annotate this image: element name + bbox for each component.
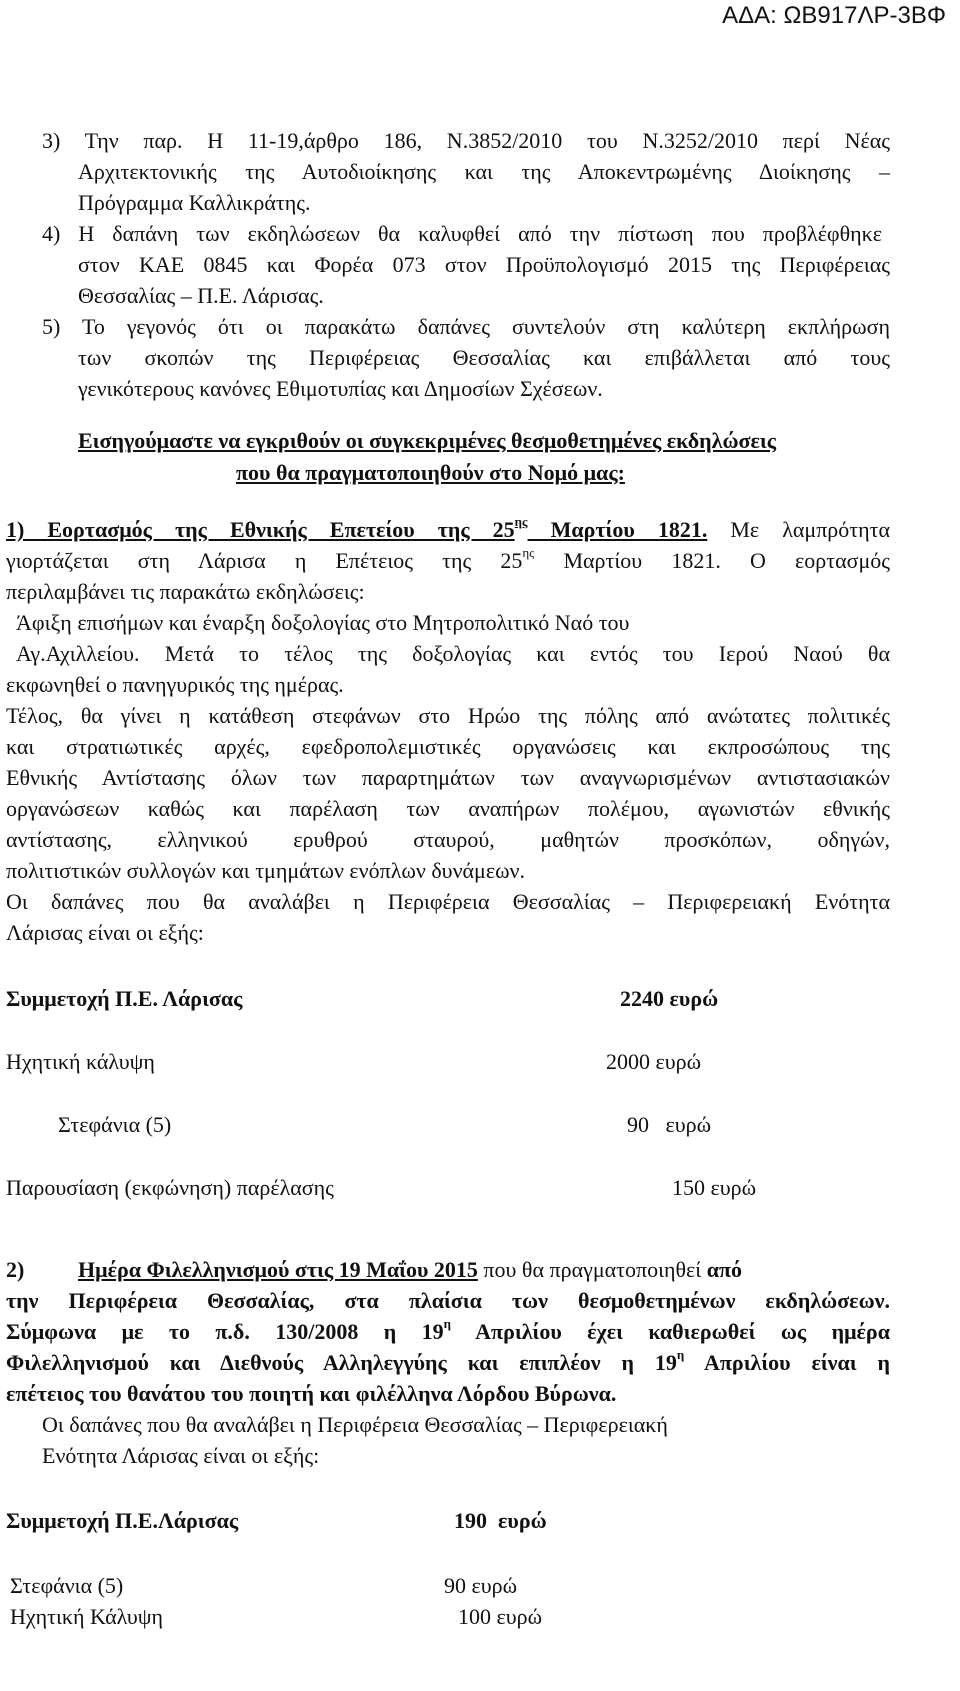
event2-line2: την Περιφέρεια Θεσσαλίας, στα πλαίσια των θεσμοθετημένων εκδηλώσεων. xyxy=(6,1288,890,1313)
event1-cost3-value: 150 ευρώ xyxy=(672,1175,757,1200)
event1-cost2-value: 90 ευρώ xyxy=(627,1112,712,1137)
event1-total-value: 2240 ευρώ xyxy=(620,986,719,1011)
event1-line6: εκφωνηθεί ο πανηγυρικός της ημέρας. xyxy=(6,672,344,697)
event1-line2-sup: ης xyxy=(522,544,535,560)
item5-line1: 5) Το γεγονός ότι οι παρακάτω δαπάνες συντελούν στη καλύτερη εκπλήρωση xyxy=(42,314,890,339)
event1-line3: περιλαμβάνει τις παρακάτω εκδηλώσεις: xyxy=(6,579,365,604)
event1-line5: Αγ.Αχιλλείου. Μετά το τέλος της δοξολογίας και εντός του Ιερού Ναού θα xyxy=(16,641,890,666)
heading-line2: που θα πραγματοποιηθούν στο Νομό μας: xyxy=(236,460,625,485)
item4-line1: 4) Η δαπάνη των εκδηλώσεων θα καλυφθεί από την πίστωση που προβλέφθηκε xyxy=(42,221,882,246)
item4-line2: στον ΚΑΕ 0845 και Φορέα 073 στον Προϋπολογισμό 2015 της Περιφέρειας xyxy=(78,252,890,277)
event1-cost1-label: Ηχητική κάλυψη xyxy=(6,1049,155,1074)
event2-line3-b: Απριλίου έχει καθιερωθεί ως ημέρα xyxy=(451,1319,890,1344)
event1-p2-line4: οργανώσεων καθώς και παρέλαση των αναπήρων πολέμου, αγωνιστών εθνικής xyxy=(6,796,890,821)
event2-cost2-label: Ηχητική Κάλυψη xyxy=(10,1604,164,1629)
event2-line4-a: Φιλελληνισμού και Διεθνούς Αλληλεγγύης και επιπλέον η 19 xyxy=(6,1350,677,1375)
event2-line4-sup: η xyxy=(676,1346,685,1362)
event2-cost2-value: 100 ευρώ xyxy=(458,1604,543,1629)
event1-total-label: Συμμετοχή Π.Ε. Λάρισας xyxy=(6,986,243,1011)
event1-title-rest: Με λαμπρότητα xyxy=(707,517,890,542)
event2-line4 xyxy=(6,1346,890,1376)
event1-line4: Άφιξη επισήμων και έναρξη δοξολογίας στο Μητροπολιτικό Ναό του xyxy=(16,610,630,635)
event2-title-rest: που θα πραγματοποιηθεί xyxy=(477,1257,707,1282)
event2-cost1-label: Στεφάνια (5) xyxy=(10,1573,124,1598)
event1-p2-line1: Τέλος, θα γίνει η κατάθεση στεφάνων στο Ηρώο της πόλης από ανώτατες πολιτικές xyxy=(6,703,890,728)
event1-line2-a: γιορτάζεται στη Λάρισα η Επέτειος της 25 xyxy=(6,548,523,573)
item4-line3: Θεσσαλίας – Π.Ε. Λάρισας. xyxy=(78,283,324,308)
event1-p3-line2: Λάρισας είναι οι εξής: xyxy=(6,920,204,945)
event2-line5: επέτειος του θανάτου του ποιητή και φιλέλληνα Λόρδου Βύρωνα. xyxy=(6,1381,617,1406)
item3-line1: 3) Την παρ. Η 11-19,άρθρο 186, Ν.3852/2010 του Ν.3252/2010 περί Νέας xyxy=(42,128,890,153)
event1-title-sup: ης xyxy=(514,513,528,529)
event2-line3-sup: η xyxy=(443,1315,451,1331)
item5-line2: των σκοπών της Περιφέρειας Θεσσαλίας και επιβάλλεται από τους xyxy=(78,345,890,370)
event2-line7: Ενότητα Λάρισας είναι οι εξής: xyxy=(42,1443,320,1468)
event2-title: Ημέρα Φιλελληνισμού στις 19 Μαΐου 2015 xyxy=(78,1257,478,1282)
event1-p2-line5: αντίστασης, ελληνικού ερυθρού σταυρού, μαθητών προσκόπων, οδηγών, xyxy=(6,827,890,852)
event2-total-label: Συμμετοχή Π.Ε.Λάρισας xyxy=(6,1508,239,1533)
event1-p3-line1: Οι δαπάνες που θα αναλάβει η Περιφέρεια Θεσσαλίας – Περιφερειακή Ενότητα xyxy=(6,889,890,914)
event2-line3 xyxy=(6,1315,890,1345)
event1-p2-line3: Εθνικής Αντίστασης όλων των παραρτημάτων των αναγνωρισμένων αντιστασιακών xyxy=(6,765,890,790)
event2-line6: Οι δαπάνες που θα αναλάβει η Περιφέρεια Θεσσαλίας – Περιφερειακή xyxy=(42,1412,668,1437)
event1-p2-line2: και στρατιωτικές αρχές, εφεδροπολεμιστικές οργανώσεις και εκπροσώπους της xyxy=(6,734,890,759)
ada-code: ΑΔΑ: ΩΒ917ΛΡ-3ΒΦ xyxy=(722,2,946,29)
event1-title-a: 1) Εορτασμός της Εθνικής Επετείου της 25 xyxy=(6,517,515,542)
event1-title-b: Μαρτίου 1821. xyxy=(527,517,708,542)
event1-cost1-value: 2000 ευρώ xyxy=(606,1049,702,1074)
item5-line3: γενικότερους κανόνες Εθιμοτυπίας και Δημοσίων Σχέσεων. xyxy=(78,376,603,401)
event1-title-line xyxy=(6,513,890,543)
event1-line2 xyxy=(6,544,890,574)
item3-line2: Αρχιτεκτονικής της Αυτοδιοίκησης και της Αποκεντρωμένης Διοίκησης – xyxy=(78,159,890,184)
event2-line3-a: Σύμφωνα με το π.δ. 130/2008 η 19 xyxy=(6,1319,444,1344)
event1-p2-line6: πολιτιστικών συλλογών και τμημάτων ενόπλων δυνάμεων. xyxy=(6,858,526,883)
event2-line4-b: Απριλίου είναι η xyxy=(684,1350,890,1375)
item3-line3: Πρόγραμμα Καλλικράτης. xyxy=(78,190,311,215)
event1-cost3-label: Παρουσίαση (εκφώνηση) παρέλασης xyxy=(6,1175,334,1200)
heading-line1: Εισηγούμαστε να εγκριθούν οι συγκεκριμένες θεσμοθετημένες εκδηλώσεις xyxy=(78,428,777,453)
event1-line2-b: Μαρτίου 1821. Ο εορτασμός xyxy=(534,548,890,573)
event1-cost2-label: Στεφάνια (5) xyxy=(58,1112,172,1137)
event2-title-bold: από xyxy=(706,1257,743,1282)
event2-cost1-value: 90 ευρώ xyxy=(444,1573,518,1598)
event2-number: 2) xyxy=(6,1257,25,1282)
event2-total-value: 190 ευρώ xyxy=(454,1508,547,1533)
event2-title-line xyxy=(78,1257,890,1283)
